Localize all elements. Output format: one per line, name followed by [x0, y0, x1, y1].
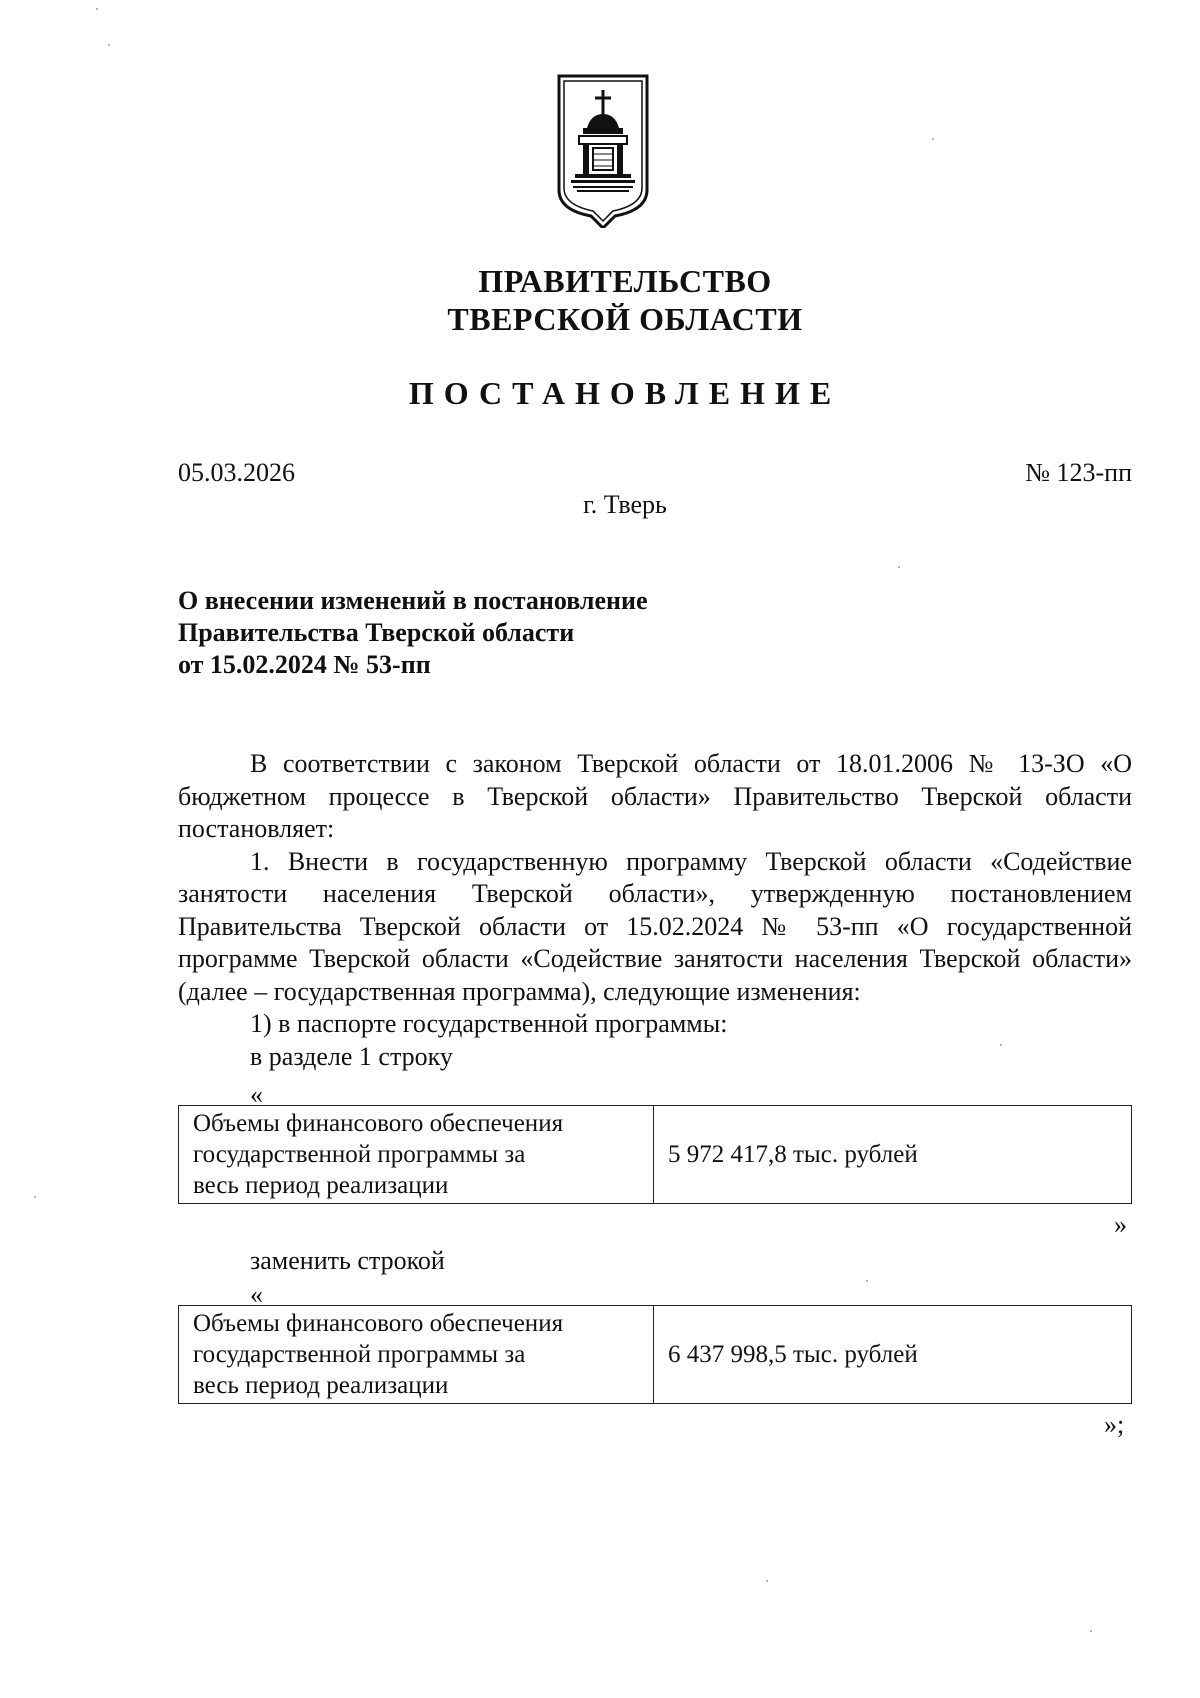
replace-label: заменить строкой — [250, 1246, 445, 1275]
subject-line: Правительства Тверской области — [178, 618, 575, 647]
document-date: 05.03.2026 — [178, 458, 295, 487]
quote-close: » — [1114, 1210, 1127, 1239]
label-line: государственной программы за — [193, 1141, 526, 1168]
table-label-cell — [179, 1306, 654, 1404]
new-row-table — [178, 1305, 1132, 1404]
table-value-cell: 5 972 417,8 тыс. рублей — [654, 1106, 1132, 1204]
label-line: Объемы финансового обеспечения — [193, 1110, 564, 1137]
scan-artifact — [932, 138, 934, 140]
label-line: государственной программы за — [193, 1341, 526, 1368]
sub-item: в разделе 1 строку — [250, 1041, 453, 1071]
scan-artifact — [866, 1280, 868, 1282]
table-row — [179, 1306, 1132, 1404]
label-line: весь период реализации — [193, 1172, 449, 1199]
scan-artifact — [898, 566, 900, 568]
document-body — [178, 748, 1132, 1073]
organization-name-line1: ПРАВИТЕЛЬСТВО — [478, 263, 772, 299]
table-label-cell — [179, 1106, 654, 1204]
quote-open: « — [250, 1080, 263, 1109]
document-city: г. Тверь — [583, 490, 667, 519]
document-subject — [178, 585, 878, 681]
label-line: Объемы финансового обеспечения — [193, 1310, 564, 1337]
old-row-table — [178, 1105, 1132, 1204]
clause-paragraph: 1. Внести в государственную программу Тверской области «Содействие занятости населения Тверской области», утвержденную постановлением Правительства Тверской области от 15.02.2024 № 53-пп «О государственной программе Тверской области «Содействие занятости населения Тверской области» (далее – государственная программа), следующие изменения: — [178, 846, 1132, 1006]
label-line: весь период реализации — [193, 1372, 449, 1399]
quote-close: »; — [1104, 1410, 1125, 1439]
scan-artifact — [96, 8, 98, 10]
scan-artifact — [34, 1196, 36, 1198]
document-type: ПОСТАНОВЛЕНИЕ — [408, 375, 842, 411]
preamble-paragraph: В соответствии с законом Тверской области от 18.01.2006 № 13-ЗО «О бюджетном процессе в Тверской области» Правительство Тверской области постановляет: — [178, 749, 1132, 843]
scan-artifact — [108, 44, 110, 46]
sub-item: 1) в паспорте государственной программы: — [250, 1009, 728, 1038]
quote-open: « — [250, 1280, 263, 1309]
organization-name-line2: ТВЕРСКОЙ ОБЛАСТИ — [447, 301, 803, 337]
table-row — [179, 1106, 1132, 1204]
scan-artifact — [766, 1580, 768, 1582]
scan-artifact — [1090, 1630, 1092, 1632]
tver-coat-of-arms-icon — [555, 72, 651, 228]
scan-artifact — [1000, 1044, 1002, 1046]
document-number: № 123-пп — [1025, 458, 1132, 487]
subject-line: О внесении изменений в постановление — [178, 586, 648, 615]
table-value-cell: 6 437 998,5 тыс. рублей — [654, 1306, 1132, 1404]
subject-line: от 15.02.2024 № 53-пп — [178, 650, 431, 679]
